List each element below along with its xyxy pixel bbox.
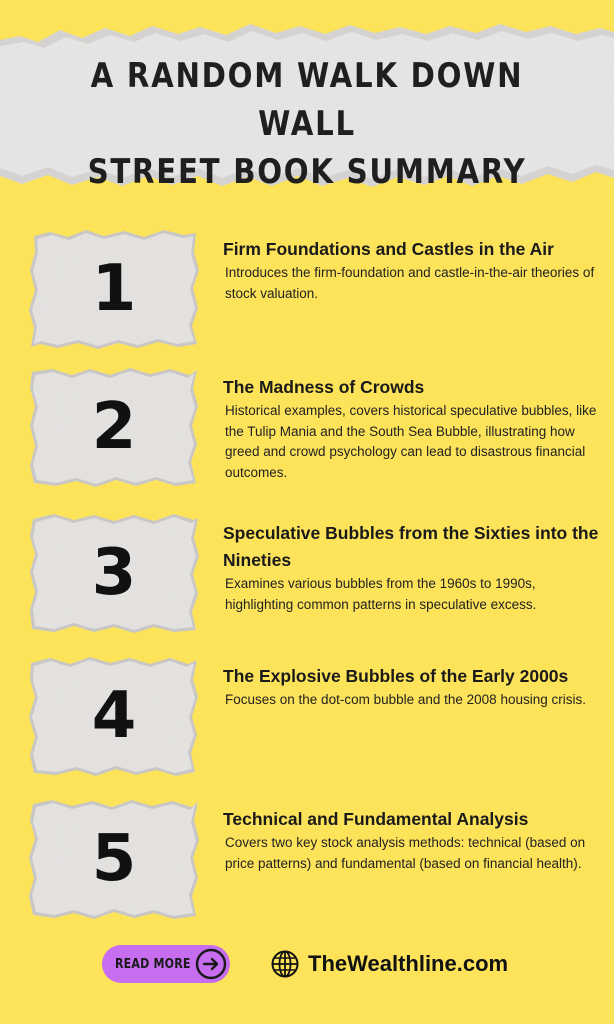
step-5	[0, 798, 614, 928]
title-line-2: STREET BOOK SUMMARY	[87, 152, 527, 192]
step-number-3: 3	[91, 536, 137, 610]
globe-icon	[270, 949, 300, 979]
step-description-1: Introduces the firm-foundation and castle-in-the-air theories of stock valuation.	[225, 265, 595, 301]
step-heading-3: Speculative Bubbles from the Sixties into the Nineties	[223, 523, 599, 570]
read-more-label: READ MORE	[115, 956, 191, 972]
step-description-2: Historical examples, covers historical speculative bubbles, like the Tulip Mania and the South Sea Bubble, illustrating how greed and crowd psychology can lead to disastrous financial outcomes.	[225, 403, 597, 480]
step-description-4: Focuses on the dot-com bubble and the 2008 housing crisis.	[225, 692, 586, 707]
step-description-5: Covers two key stock analysis methods: technical (based on price patterns) and fundamental (based on financial health).	[225, 835, 586, 871]
step-number-5: 5	[91, 822, 137, 896]
brand	[270, 945, 508, 983]
title-line-1: A RANDOM WALK DOWN WALL	[90, 56, 524, 144]
page-title	[43, 52, 571, 196]
step-1	[0, 228, 614, 358]
step-heading-5: Technical and Fundamental Analysis	[223, 809, 529, 829]
step-3	[0, 512, 614, 642]
step-heading-1: Firm Foundations and Castles in the Air	[223, 239, 554, 259]
step-number-1: 1	[91, 252, 137, 326]
step-number-4: 4	[91, 679, 137, 753]
step-number-2: 2	[91, 390, 137, 464]
step-4	[0, 655, 614, 785]
step-description-3: Examines various bubbles from the 1960s to 1990s, highlighting common patterns in speculative excess.	[225, 576, 537, 612]
brand-name: TheWealthline.com	[308, 951, 509, 976]
read-more-button[interactable]	[102, 945, 230, 983]
step-heading-2: The Madness of Crowds	[223, 377, 425, 397]
step-heading-4: The Explosive Bubbles of the Early 2000s	[223, 666, 569, 686]
arrow-right-circle-icon	[195, 948, 227, 980]
step-2	[0, 366, 614, 496]
